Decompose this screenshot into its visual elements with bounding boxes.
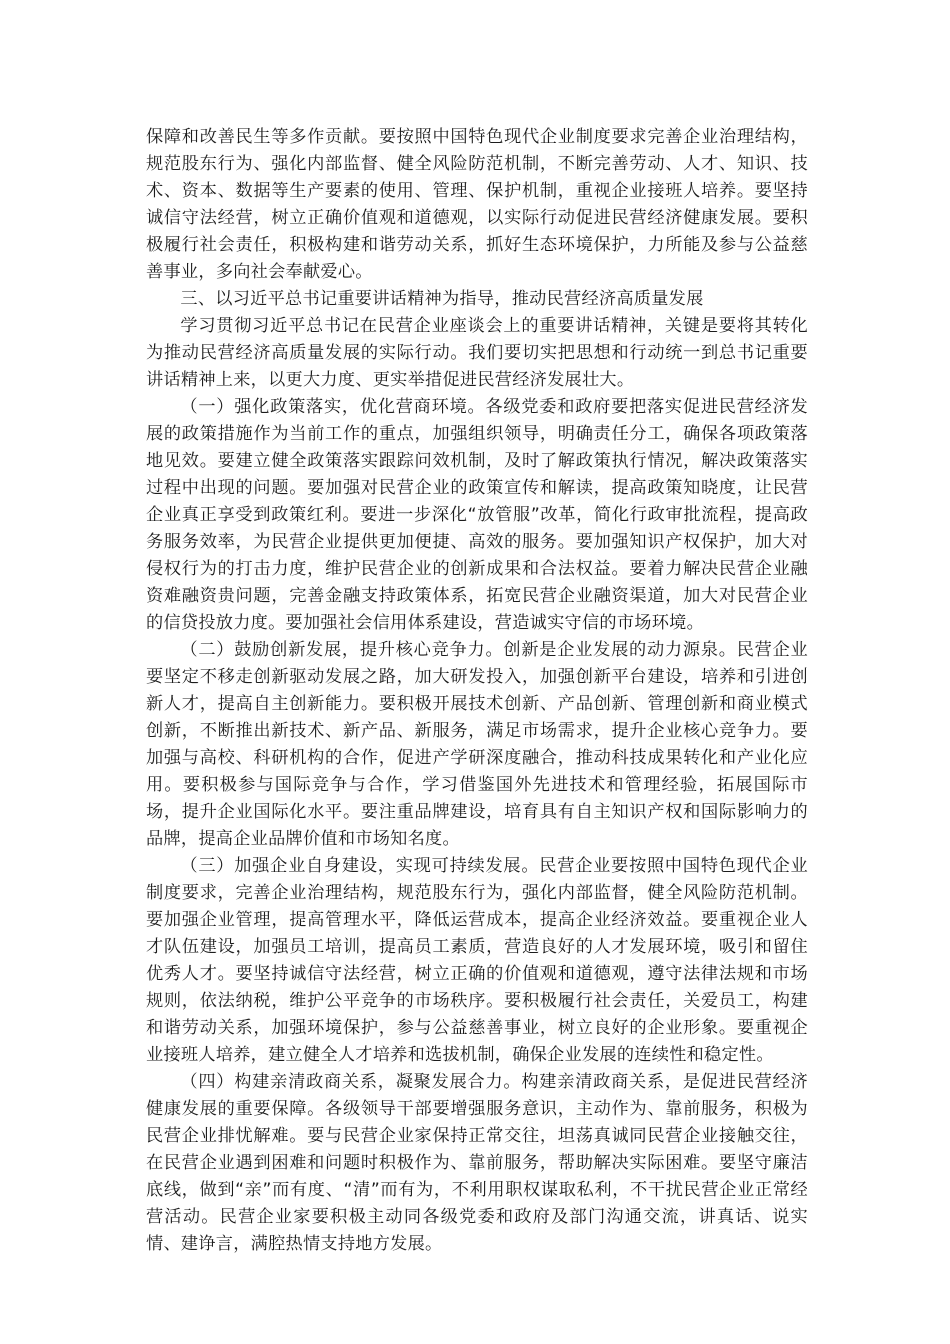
- section-heading: 三、以习近平总书记重要讲话精神为指导，推动民营经济高质量发展: [180, 289, 704, 309]
- section-intro-paragraph: 学习贯彻习近平总书记在民营企业座谈会上的重要讲话精神，关键是要将其转化为推动民营经济高质量发展的实际行动。我们要切实把思想和行动统一到总书记重要讲话精神上来，以更大力度、更实举措促进民营经济发展壮大。: [146, 316, 808, 390]
- point-paragraph-4: （四）构建亲清政商关系，凝聚发展合力。构建亲清政商关系，是促进民营经济健康发展的重要保障。各级领导干部要增强服务意识，主动作为、靠前服务，积极为民营企业排忧解难。要与民营企业家保持正常交往，坦荡真诚同民营企业接触交往，在民营企业遇到困难和问题时积极作为、靠前服务，帮助解决实际困难。要坚守廉洁底线，做到“亲”而有度、“清”而有为，不利用职权谋取私利，不干扰民营企业正常经营活动。民营企业家要积极主动同各级党委和政府及部门沟通交流，讲真话、说实情、建诤言，满腔热情支持地方发展。: [146, 1072, 808, 1254]
- intro-paragraph: 保障和改善民生等多作贡献。要按照中国特色现代企业制度要求完善企业治理结构，规范股东行为、强化内部监督、健全风险防范机制，不断完善劳动、人才、知识、技术、资本、数据等生产要素的使用、管理、保护机制，重视企业接班人培养。要坚持诚信守法经营，树立正确价值观和道德观，以实际行动促进民营经济健康发展。要积极履行社会责任，积极构建和谐劳动关系，抓好生态环境保护，力所能及参与公益慈善事业，多向社会奉献爱心。: [146, 127, 808, 282]
- point-paragraph-1: （一）强化政策落实，优化营商环境。各级党委和政府要把落实促进民营经济发展的政策措施作为当前工作的重点，加强组织领导，明确责任分工，确保各项政策落地见效。要建立健全政策落实跟踪问效机制，及时了解政策执行情况，解决政策落实过程中出现的问题。要加强对民营企业的政策宣传和解读，提高政策知晓度，让民营企业真正享受到政策红利。要进一步深化“放管服”改革，简化行政审批流程，提高政务服务效率，为民营企业提供更加便捷、高效的服务。要加强知识产权保护，加大对侵权行为的打击力度，维护民营企业的创新成果和合法权益。要着力解决民营企业融资难融资贵问题，完善金融支持政策体系，拓宽民营企业融资渠道，加大对民营企业的信贷投放力度。要加强社会信用体系建设，营造诚实守信的市场环境。: [146, 397, 808, 633]
- point-paragraph-2: （二）鼓励创新发展，提升核心竞争力。创新是企业发展的动力源泉。民营企业要坚定不移走创新驱动发展之路，加大研发投入，加强创新平台建设，培养和引进创新人才，提高自主创新能力。要积极开展技术创新、产品创新、管理创新和商业模式创新，不断推出新技术、新产品、新服务，满足市场需求，提升企业核心竞争力。要加强与高校、科研机构的合作，促进产学研深度融合，推动科技成果转化和产业化应用。要积极参与国际竞争与合作，学习借鉴国外先进技术和管理经验，拓展国际市场，提升企业国际化水平。要注重品牌建设，培育具有自主知识产权和国际影响力的品牌，提高企业品牌价值和市场知名度。: [146, 640, 808, 849]
- point-paragraph-3: （三）加强企业自身建设，实现可持续发展。民营企业要按照中国特色现代企业制度要求，完善企业治理结构，规范股东行为，强化内部监督，健全风险防范机制。要加强企业管理，提高管理水平，降低运营成本，提高企业经济效益。要重视企业人才队伍建设，加强员工培训，提高员工素质，营造良好的人才发展环境，吸引和留住优秀人才。要坚持诚信守法经营，树立正确的价值观和道德观，遵守法律法规和市场规则，依法纳税，维护公平竞争的市场秩序。要积极履行社会责任，关爱员工，构建和谐劳动关系，加强环境保护，参与公益慈善事业，树立良好的企业形象。要重视企业接班人培养，建立健全人才培养和选拔机制，确保企业发展的连续性和稳定性。: [146, 856, 808, 1065]
- document-page: [146, 124, 808, 1258]
